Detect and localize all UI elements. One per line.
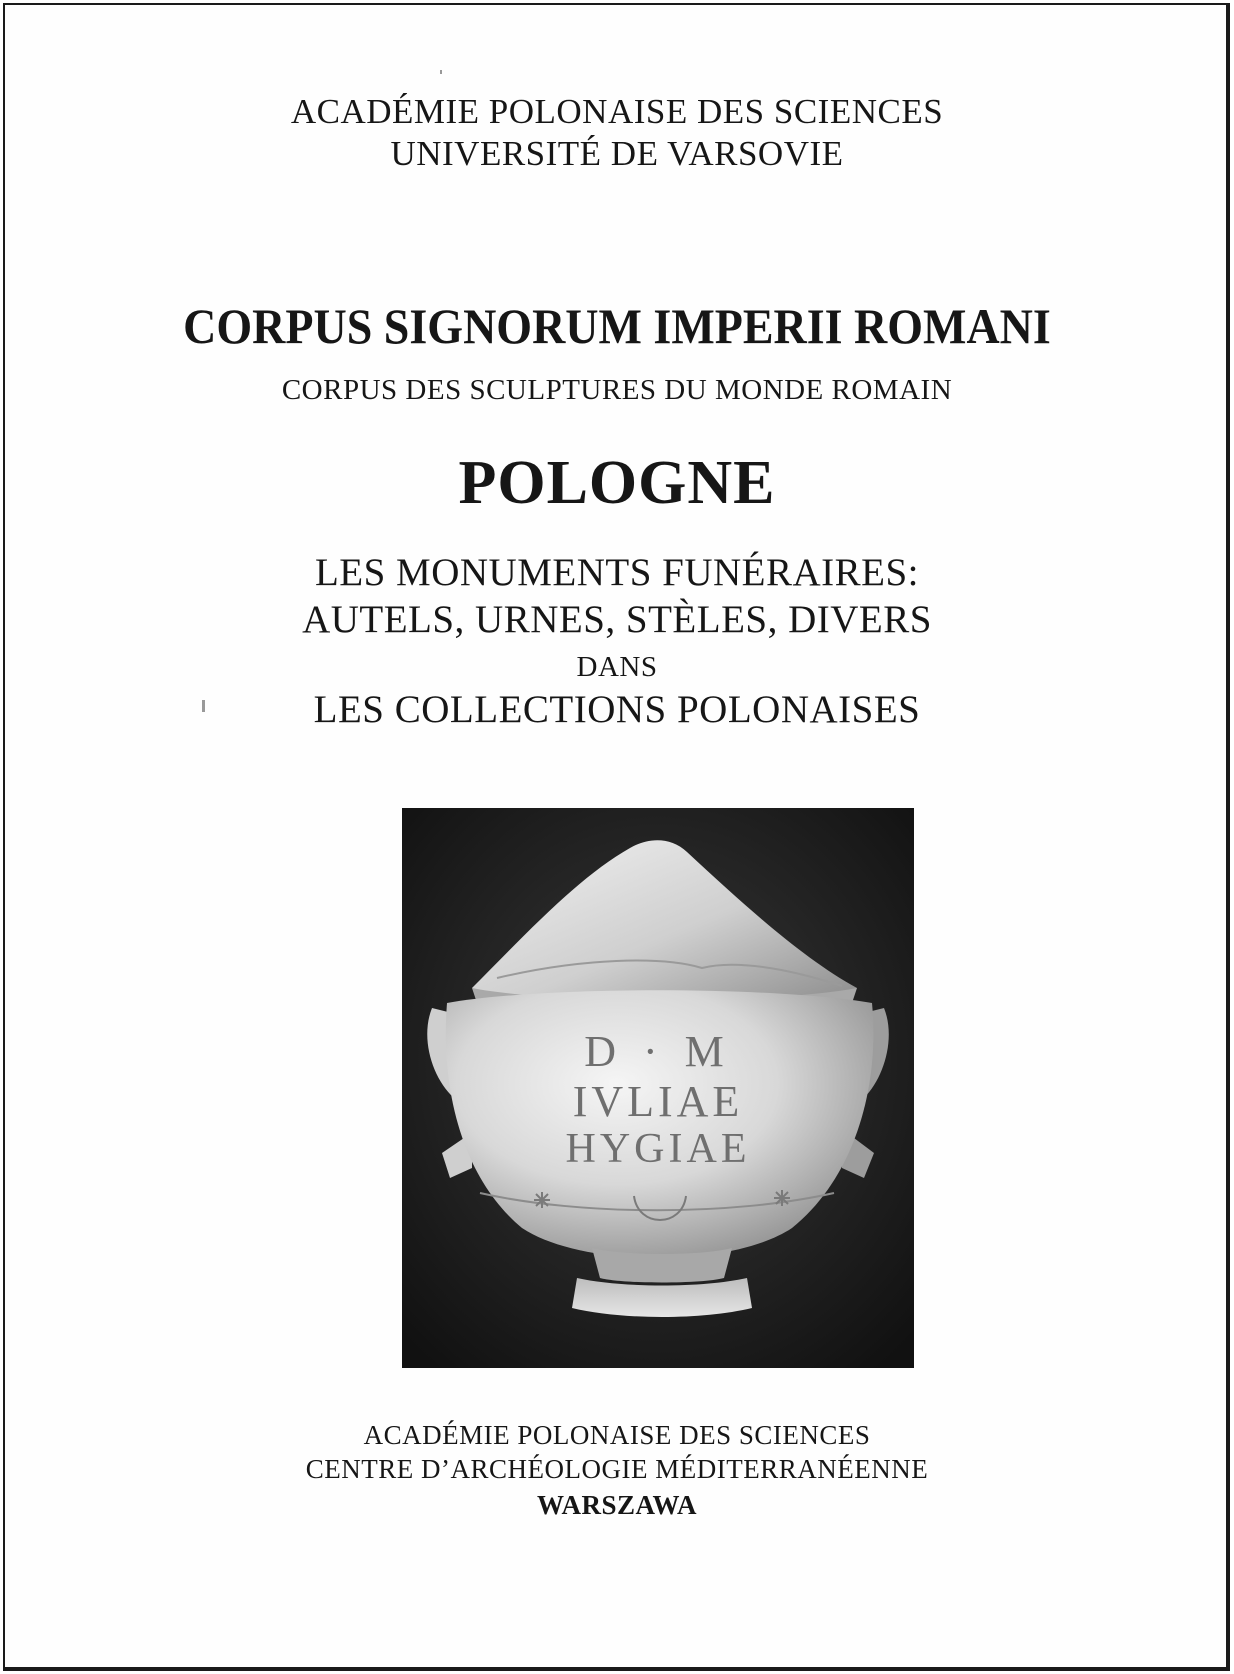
cover-photograph <box>402 808 914 1368</box>
header-institution-2: UNIVERSITÉ DE VARSOVIE <box>390 134 844 173</box>
scan-speck <box>202 700 205 712</box>
volume-subject-line-1: LES MONUMENTS FUNÉRAIRES: <box>314 551 920 594</box>
series-title: CORPUS SIGNORUM IMPERII ROMANI <box>183 298 1051 354</box>
scan-speck <box>440 70 442 74</box>
cinerary-urn-image <box>402 808 914 1368</box>
volume-country: POLOGNE <box>458 449 776 517</box>
series-subtitle: CORPUS DES SCULPTURES DU MONDE ROMAIN <box>281 374 953 406</box>
urn-inscription-line-2: IVLIAE <box>572 1077 744 1126</box>
volume-subject-line-2: AUTELS, URNES, STÈLES, DIVERS <box>302 598 932 641</box>
publisher-line-1: ACADÉMIE POLONAISE DES SCIENCES <box>363 1420 871 1450</box>
volume-subject-line-3: LES COLLECTIONS POLONAISES <box>313 688 921 731</box>
publisher-line-2: CENTRE D’ARCHÉOLOGIE MÉDITERRANÉENNE <box>305 1454 929 1484</box>
publisher-city: WARSZAWA <box>536 1490 698 1520</box>
volume-connector: DANS <box>576 651 658 683</box>
urn-inscription-line-3: HYGIAE <box>565 1126 751 1172</box>
header-institution-1: ACADÉMIE POLONAISE DES SCIENCES <box>290 92 944 131</box>
urn-inscription-line-1: D · M <box>584 1027 732 1076</box>
